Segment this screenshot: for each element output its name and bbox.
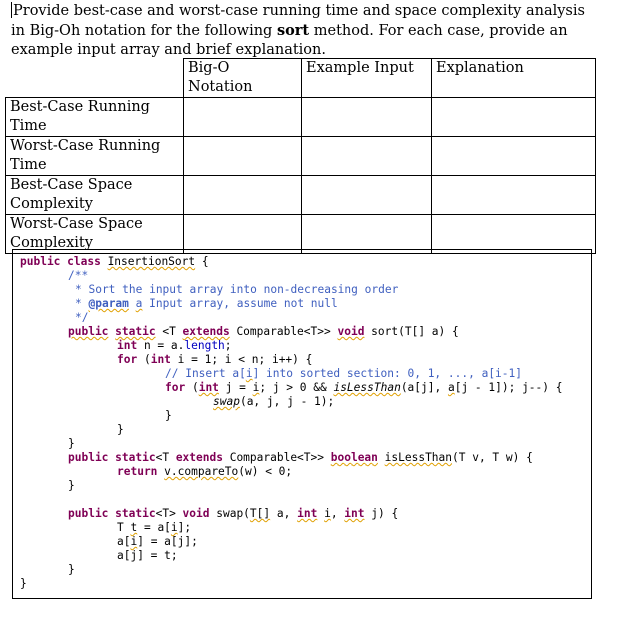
table-row	[6, 176, 596, 215]
header-example-input: Example Input	[302, 59, 432, 98]
code-line-javadoc-close: */	[75, 311, 89, 324]
cell-best-space-example[interactable]	[302, 176, 432, 215]
cell-worst-space-big-o[interactable]	[184, 215, 302, 254]
row-label-worst-case-space: Worst-Case Space Complexity	[6, 215, 184, 254]
code-line-javadoc-open: /**	[68, 269, 89, 282]
code-line-inner-for: for (int j = i; j > 0 && isLessThan(a[j], a[j - 1]); j--) {	[165, 381, 563, 394]
cell-best-running-big-o[interactable]	[184, 98, 302, 137]
cell-best-running-example[interactable]	[302, 98, 432, 137]
table-row	[6, 98, 596, 137]
row-label-worst-case-running-time: Worst-Case Running Time	[6, 137, 184, 176]
code-line-close-brace: }	[165, 409, 172, 422]
table-corner-cell	[6, 59, 184, 98]
code-line-return: return v.compareTo(w) < 0;	[117, 465, 293, 478]
cell-best-space-big-o[interactable]	[184, 176, 302, 215]
code-line-close-brace: }	[117, 423, 124, 436]
code-line-javadoc-param: * @param a Input array, assume not null	[75, 297, 338, 310]
table-header-row	[6, 59, 596, 98]
code-line-close-brace: }	[68, 479, 75, 492]
header-explanation: Explanation	[432, 59, 596, 98]
code-line-swap-signature: public static<T> void swap(T[] a, int i, int j) {	[68, 507, 399, 520]
cell-best-space-explanation[interactable]	[432, 176, 596, 215]
complexity-table	[5, 58, 596, 254]
code-line-javadoc-desc: * Sort the input array into non-decreasing order	[75, 283, 399, 296]
code-line-temp-assign: T t = a[i];	[117, 521, 192, 534]
cell-worst-running-example[interactable]	[302, 137, 432, 176]
row-label-best-case-space: Best-Case Space Complexity	[6, 176, 184, 215]
cell-worst-space-explanation[interactable]	[432, 215, 596, 254]
cell-worst-space-example[interactable]	[302, 215, 432, 254]
row-label-best-case-running-time: Best-Case Running Time	[6, 98, 184, 137]
table-row	[6, 215, 596, 254]
table-row	[6, 137, 596, 176]
code-line-outer-for: for (int i = 1; i < n; i++) {	[117, 353, 313, 366]
code-snippet-box	[12, 249, 592, 599]
prompt-text-end: method. For each case, provide an example input array and brief explanation.	[11, 23, 568, 58]
question-prompt	[11, 2, 601, 60]
prompt-text-start: Provide best-case and worst-case running time and space complexity analysis in Big-Oh notation for the following	[11, 3, 585, 39]
cell-best-running-explanation[interactable]	[432, 98, 596, 137]
code-line-swap-call: swap(a, j, j - 1);	[213, 395, 335, 408]
code-line-class-close: }	[20, 577, 27, 590]
code-line-insert-comment: // Insert a[i] into sorted section: 0, 1, ..., a[i-1]	[165, 367, 522, 380]
cell-worst-running-explanation[interactable]	[432, 137, 596, 176]
code-line-close-brace: }	[68, 437, 75, 450]
code-line-sort-signature: public static <T extends Comparable<T>> void sort(T[] a) {	[68, 325, 459, 338]
code-line-length: int n = a.length;	[117, 339, 232, 352]
code-line-swap-assign: a[i] = a[j];	[117, 535, 198, 548]
code-line-class-decl: public class InsertionSort {	[20, 255, 209, 268]
prompt-bold-word: sort	[276, 22, 310, 39]
header-big-o-notation: Big-O Notation	[184, 59, 302, 98]
code-line-close-brace: }	[68, 563, 75, 576]
code-line-isless-signature: public static<T extends Comparable<T>> boolean isLessThan(T v, T w) {	[68, 451, 533, 464]
text-cursor	[11, 2, 12, 18]
cell-worst-running-big-o[interactable]	[184, 137, 302, 176]
code-line-swap-assign-2: a[j] = t;	[117, 549, 178, 562]
